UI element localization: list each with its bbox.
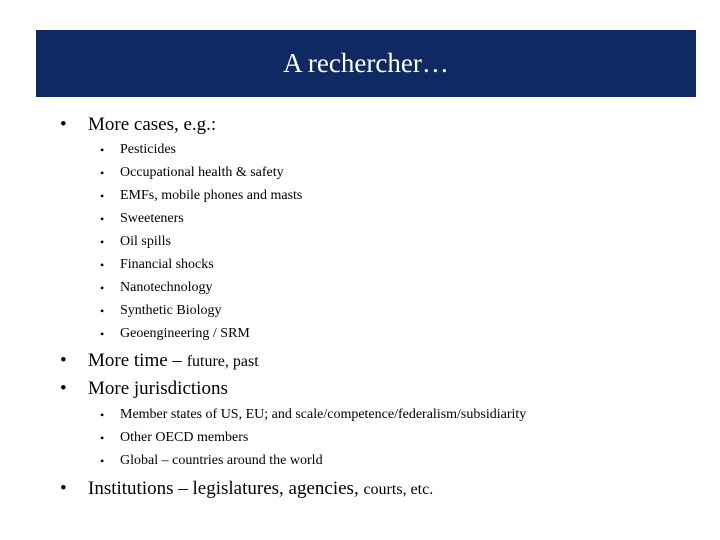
bullet-label: [88, 478, 433, 500]
bullet-icon: •: [100, 143, 105, 157]
sub-item-label: Geoengineering / SRM: [120, 326, 250, 341]
bullet-label: More jurisdictions: [88, 378, 228, 399]
sub-item-label: Occupational health & safety: [120, 165, 284, 180]
bullet-label-main: Institutions – legislatures, agencies,: [88, 478, 364, 499]
bullet-label-sub: future, past: [186, 353, 259, 370]
sub-item-label: Pesticides: [120, 142, 176, 157]
bullet-label-sub: courts, etc.: [363, 481, 434, 498]
bullet-icon: •: [60, 378, 67, 399]
bullet-icon: •: [100, 431, 105, 445]
bullet-icon: •: [100, 258, 105, 272]
sub-item-label: Synthetic Biology: [120, 303, 222, 318]
bullet-icon: •: [60, 478, 67, 499]
bullet-icon: •: [100, 281, 105, 295]
bullet-icon: •: [100, 454, 105, 468]
bullet-icon: •: [100, 166, 105, 180]
bullet-icon: •: [100, 304, 105, 318]
sub-item-label: Other OECD members: [120, 430, 249, 445]
sub-item-label: EMFs, mobile phones and masts: [120, 188, 303, 203]
sub-item-label: Financial shocks: [120, 257, 214, 272]
bullet-icon: •: [100, 327, 105, 341]
bullet-label: More cases, e.g.:: [88, 114, 217, 135]
bullet-icon: •: [100, 189, 105, 203]
bullet-icon: •: [100, 212, 105, 226]
sub-item-label: Member states of US, EU; and scale/competence/federalism/subsidiarity: [120, 407, 527, 422]
bullet-icon: •: [60, 350, 67, 371]
sub-item-label: Sweeteners: [120, 211, 184, 226]
bullet-label-main: More time –: [88, 350, 187, 371]
sub-item-label: Oil spills: [120, 234, 171, 249]
bullet-icon: •: [60, 114, 67, 135]
slide-title: A rechercher…: [283, 48, 449, 78]
bullet-icon: •: [100, 235, 105, 249]
sub-item-label: Global – countries around the world: [120, 453, 323, 468]
sub-item-label: Nanotechnology: [120, 280, 213, 295]
bullet-label: [88, 350, 259, 372]
bullet-icon: •: [100, 408, 105, 422]
